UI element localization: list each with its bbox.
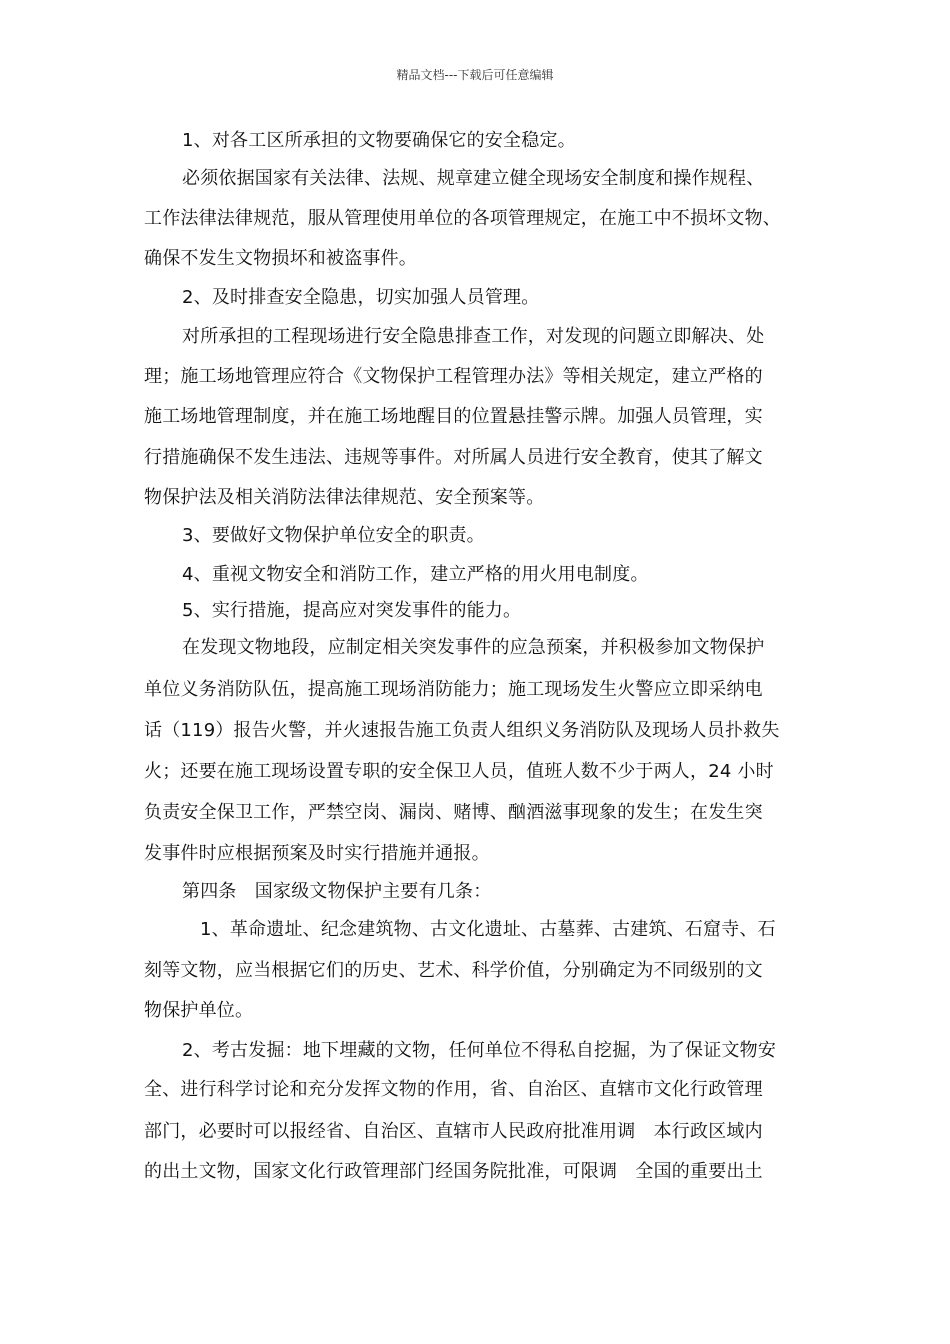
text-line: 刻等文物，应当根据它们的历史、艺术、科学价值，分别确定为不同级别的文 (144, 960, 763, 981)
text-line: 工作法律法律规范，服从管理使用单位的各项管理规定，在施工中不损坏文物、 (144, 208, 781, 229)
text-line: 施工场地管理制度，并在施工场地醒目的位置悬挂警示牌。加强人员管理，实 (144, 406, 763, 427)
text-line: 物保护单位。 (144, 1000, 254, 1021)
text-line: 话（119）报告火警，并火速报告施工负责人组织义务消防队及现场人员扑救失 (144, 720, 780, 741)
text-line: 5、实行措施，提高应对突发事件的能力。 (182, 600, 522, 621)
text-line: 在发现文物地段，应制定相关突发事件的应急预案，并积极参加文物保护 (182, 637, 765, 658)
page-header: 精品文档---下载后可任意编辑 (396, 68, 554, 82)
text-line: 必须依据国家有关法律、法规、规章建立健全现场安全制度和操作规程、 (182, 168, 765, 189)
text-line: 全、进行科学讨论和充分发挥文物的作用，省、自治区、直辖市文化行政管理 (144, 1079, 763, 1100)
text-line: 2、及时排查安全隐患，切实加强人员管理。 (182, 287, 540, 308)
text-line: 确保不发生文物损坏和被盗事件。 (144, 248, 417, 269)
text-line: 理；施工场地管理应符合《文物保护工程管理办法》等相关规定，建立严格的 (144, 366, 763, 387)
text-line: 2、考古发掘：地下埋藏的文物，任何单位不得私自挖掘，为了保证文物安 (182, 1040, 777, 1061)
text-line: 第四条 国家级文物保护主要有几条： (182, 881, 492, 902)
text-line: 1、革命遗址、纪念建筑物、古文化遗址、古墓葬、古建筑、石窟寺、石 (200, 919, 776, 940)
text-line: 对所承担的工程现场进行安全隐患排查工作，对发现的问题立即解决、处 (182, 326, 765, 347)
text-line: 部门，必要时可以报经省、自治区、直辖市人民政府批准用调 本行政区域内 (144, 1121, 763, 1142)
text-line: 的出土文物，国家文化行政管理部门经国务院批准，可限调 全国的重要出土 (144, 1161, 763, 1182)
text-line: 发事件时应根据预案及时实行措施并通报。 (144, 843, 490, 864)
text-line: 行措施确保不发生违法、违规等事件。对所属人员进行安全教育，使其了解文 (144, 447, 763, 468)
text-line: 单位义务消防队伍，提高施工现场消防能力；施工现场发生火警应立即采纳电 (144, 679, 763, 700)
text-line: 4、重视文物安全和消防工作，建立严格的用火用电制度。 (182, 564, 649, 585)
text-line: 1、对各工区所承担的文物要确保它的安全稳定。 (182, 130, 576, 151)
text-line: 3、要做好文物保护单位安全的职责。 (182, 525, 485, 546)
text-line: 物保护法及相关消防法律法律规范、安全预案等。 (144, 487, 545, 508)
text-line: 火；还要在施工现场设置专职的安全保卫人员，值班人数不少于两人，24 小时 (144, 761, 774, 782)
text-line: 负责安全保卫工作，严禁空岗、漏岗、赌博、酗酒滋事现象的发生；在发生突 (144, 802, 763, 823)
